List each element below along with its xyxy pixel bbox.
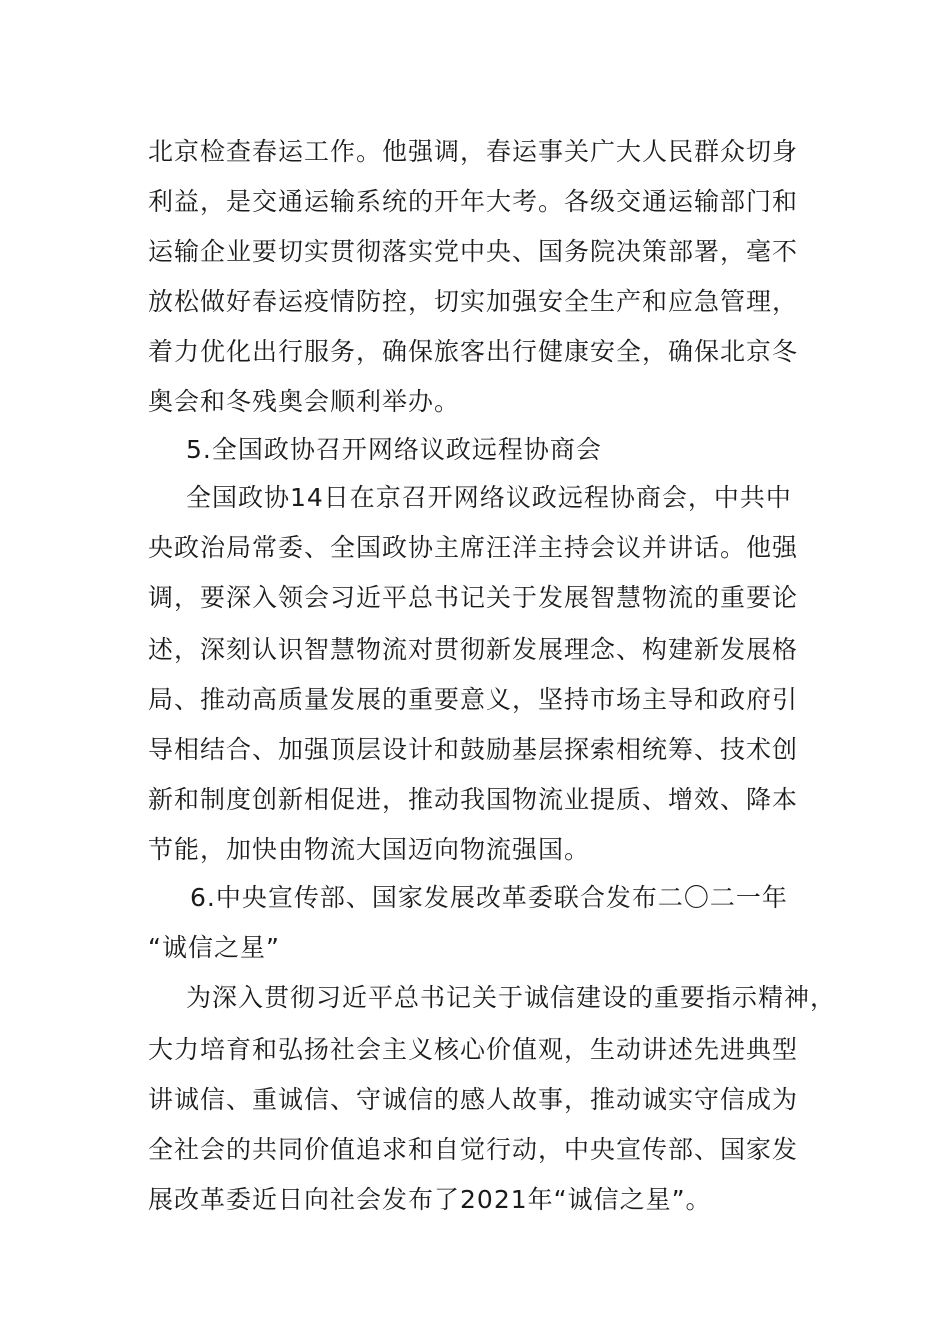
paragraph-line: 展改革委近日向社会发布了2021年“诚信之星”。 xyxy=(148,1185,712,1214)
paragraph-line: 大力培育和弘扬社会主义核心价值观，生动讲述先进典型 xyxy=(148,1035,799,1064)
paragraph-line: 全国政协14日在京召开网络议政远程协商会，中共中 xyxy=(186,483,792,512)
paragraph-line: 奥会和冬残奥会顺利举办。 xyxy=(148,387,461,416)
section-heading: 5.全国政协召开网络议政远程协商会 xyxy=(186,435,602,464)
section-heading: 6.中央宣传部、国家发展改革委联合发布二〇二一年 xyxy=(190,883,788,912)
paragraph-line: 运输企业要切实贯彻落实党中央、国务院决策部署，毫不 xyxy=(148,237,799,266)
paragraph-line: 放松做好春运疫情防控，切实加强安全生产和应急管理， xyxy=(148,287,799,316)
paragraph-line: 讲诚信、重诚信、守诚信的感人故事，推动诚实守信成为 xyxy=(148,1085,799,1114)
paragraph-line: 节能，加快由物流大国迈向物流强国。 xyxy=(148,835,591,864)
paragraph-line: 央政治局常委、全国政协主席汪洋主持会议并讲话。他强 xyxy=(148,533,799,562)
section-heading-continued: “诚信之星” xyxy=(148,933,280,962)
paragraph-line: 局、推动高质量发展的重要意义，坚持市场主导和政府引 xyxy=(148,685,799,714)
paragraph-line: 北京检查春运工作。他强调，春运事关广大人民群众切身 xyxy=(148,137,799,166)
paragraph-line: 着力优化出行服务，确保旅客出行健康安全，确保北京冬 xyxy=(148,337,799,366)
paragraph-line: 新和制度创新相促进，推动我国物流业提质、增效、降本 xyxy=(148,785,799,814)
paragraph-line: 述，深刻认识智慧物流对贯彻新发展理念、构建新发展格 xyxy=(148,635,799,664)
paragraph-line: 导相结合、加强顶层设计和鼓励基层探索相统筹、技术创 xyxy=(148,735,799,764)
paragraph-line: 调，要深入领会习近平总书记关于发展智慧物流的重要论 xyxy=(148,583,799,612)
paragraph-line: 为深入贯彻习近平总书记关于诚信建设的重要指示精神， xyxy=(186,983,837,1012)
paragraph-line: 全社会的共同价值追求和自觉行动，中央宣传部、国家发 xyxy=(148,1135,799,1164)
paragraph-line: 利益，是交通运输系统的开年大考。各级交通运输部门和 xyxy=(148,187,799,216)
